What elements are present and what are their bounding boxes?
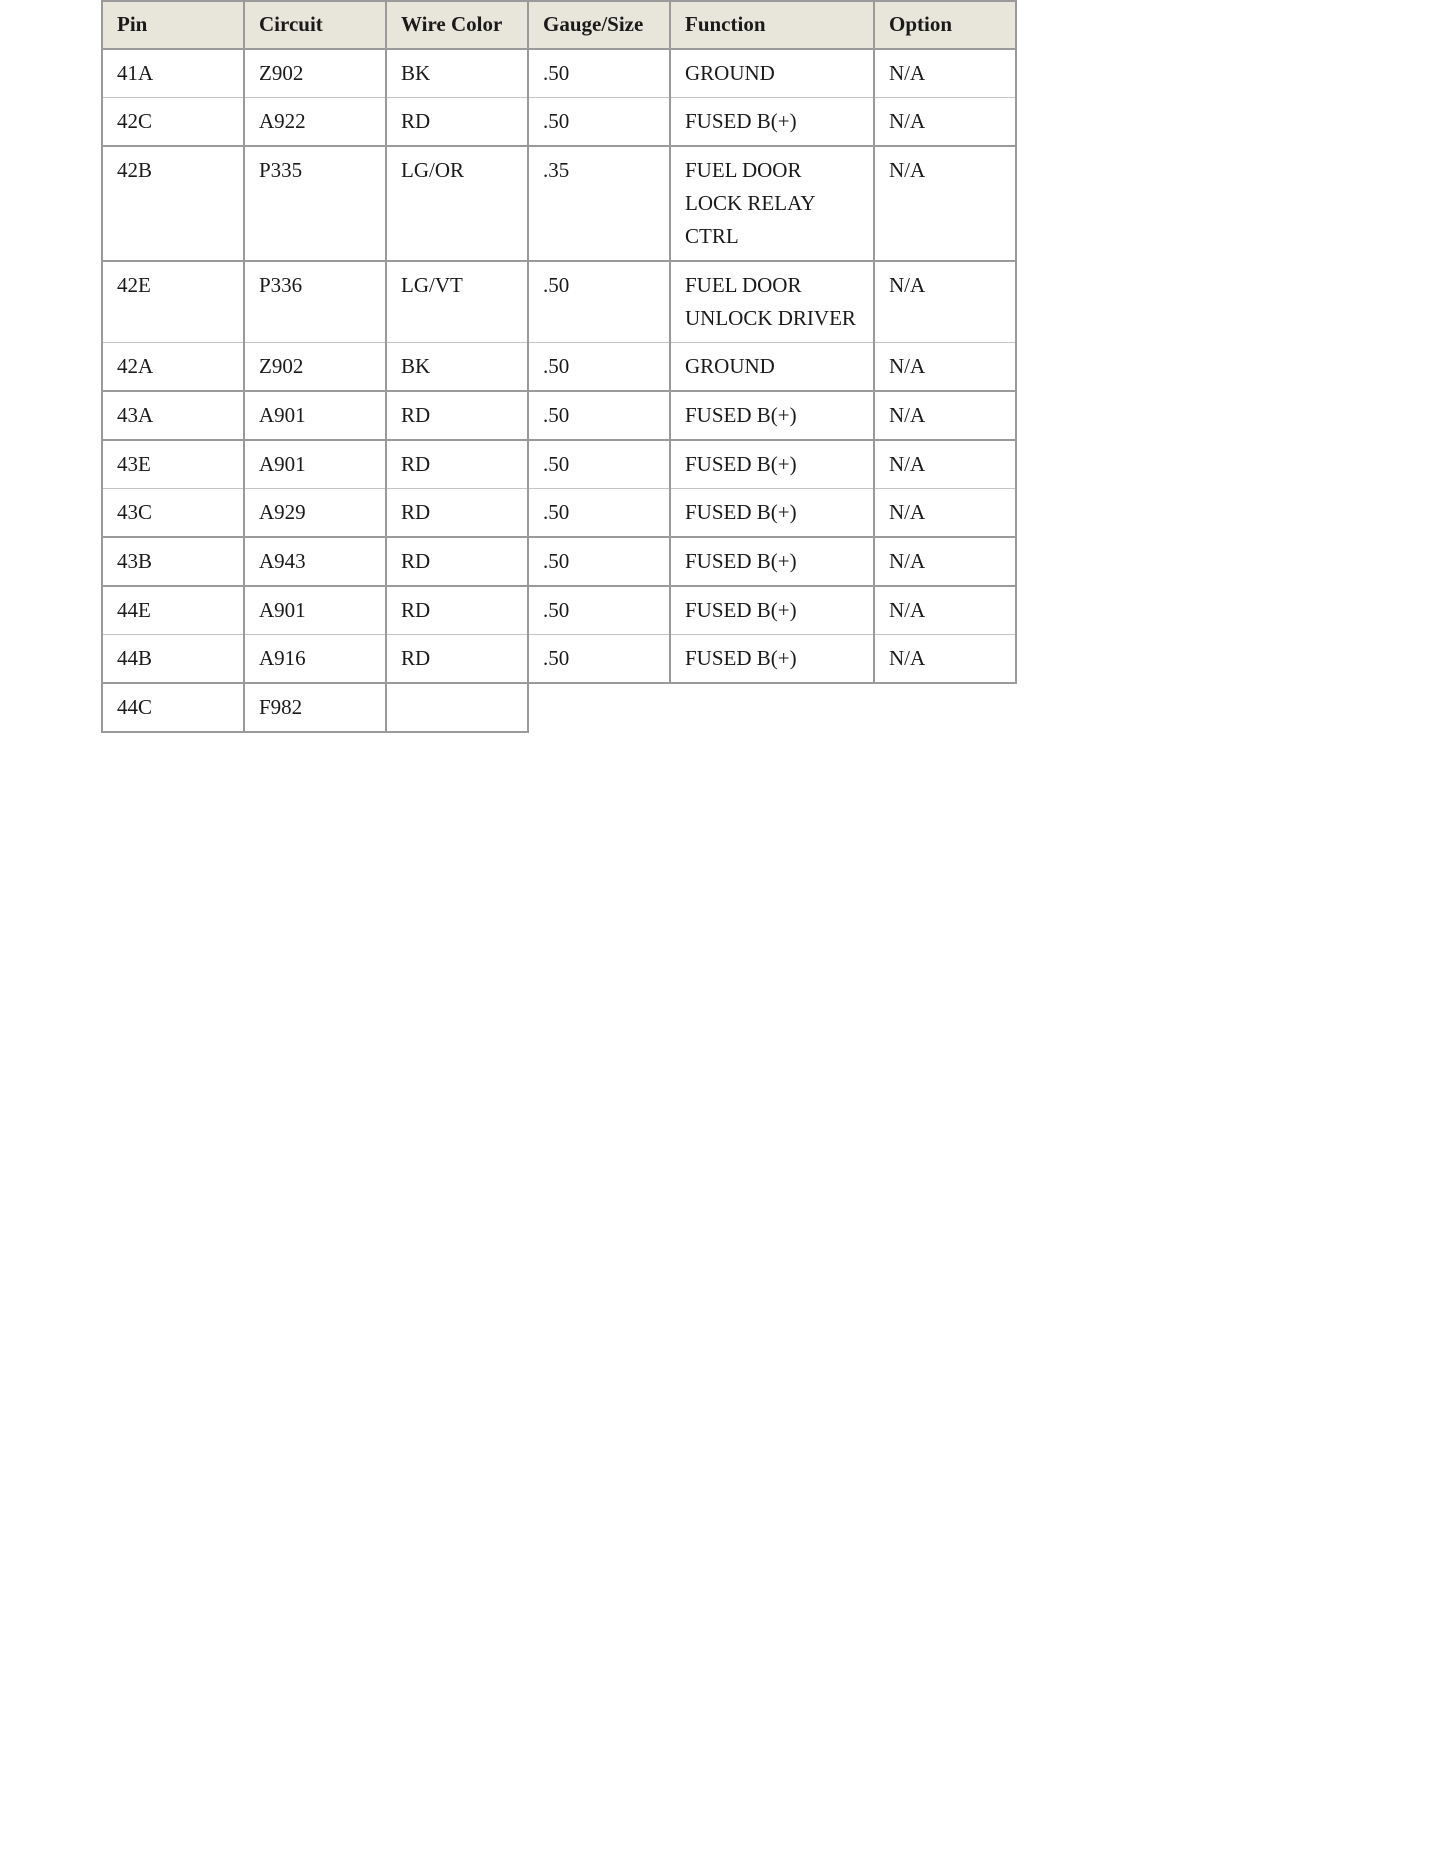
cell-circuit: Z902	[244, 49, 386, 98]
cell-function: FUSED B(+)	[670, 489, 874, 538]
table-row	[102, 586, 1016, 635]
header-function: Function	[670, 1, 874, 49]
cell-option	[874, 683, 1016, 732]
cell-pin: 43B	[102, 537, 244, 586]
cell-circuit: P335	[244, 146, 386, 261]
header-gauge-size: Gauge/Size	[528, 1, 670, 49]
table-row	[102, 343, 1016, 392]
cell-wire-color: RD	[386, 391, 528, 440]
cell-circuit: F982	[244, 683, 386, 732]
cell-circuit: A922	[244, 98, 386, 147]
cell-gauge: .50	[528, 537, 670, 586]
cell-pin: 43A	[102, 391, 244, 440]
cell-option: N/A	[874, 440, 1016, 489]
cell-pin: 42C	[102, 98, 244, 147]
cell-pin: 44E	[102, 586, 244, 635]
cell-option: N/A	[874, 49, 1016, 98]
cell-option: N/A	[874, 635, 1016, 684]
header-pin: Pin	[102, 1, 244, 49]
cell-wire-color: BK	[386, 343, 528, 392]
cell-gauge: .50	[528, 98, 670, 147]
cell-pin: 44C	[102, 683, 244, 732]
table-header-row	[102, 1, 1016, 49]
cell-wire-color: RD	[386, 537, 528, 586]
cell-wire-color: RD	[386, 635, 528, 684]
cell-circuit: A901	[244, 440, 386, 489]
cell-gauge: .50	[528, 261, 670, 343]
cell-wire-color: LG/VT	[386, 261, 528, 343]
table-row	[102, 261, 1016, 343]
cell-pin: 43C	[102, 489, 244, 538]
table-row	[102, 391, 1016, 440]
cell-wire-color: RD	[386, 440, 528, 489]
cell-gauge: .50	[528, 635, 670, 684]
cell-option: N/A	[874, 98, 1016, 147]
cell-option: N/A	[874, 261, 1016, 343]
cell-function: FUSED B(+)	[670, 586, 874, 635]
cell-gauge: .50	[528, 586, 670, 635]
cell-function: GROUND	[670, 49, 874, 98]
header-circuit: Circuit	[244, 1, 386, 49]
cell-function: FUEL DOOR UNLOCK DRIVER	[670, 261, 874, 343]
cell-option: N/A	[874, 586, 1016, 635]
cell-option: N/A	[874, 146, 1016, 261]
cell-function: GROUND	[670, 343, 874, 392]
cell-option: N/A	[874, 343, 1016, 392]
table-row	[102, 49, 1016, 98]
cell-function: FUSED B(+)	[670, 440, 874, 489]
table-row	[102, 98, 1016, 147]
cell-gauge: .50	[528, 489, 670, 538]
cell-gauge: .50	[528, 49, 670, 98]
cell-wire-color	[386, 683, 528, 732]
cell-circuit: A901	[244, 391, 386, 440]
cell-gauge: .35	[528, 146, 670, 261]
cell-pin: 44B	[102, 635, 244, 684]
cell-gauge	[528, 683, 670, 732]
table-row	[102, 440, 1016, 489]
table-row	[102, 537, 1016, 586]
cell-function: FUSED B(+)	[670, 391, 874, 440]
table-row	[102, 489, 1016, 538]
cell-function: FUSED B(+)	[670, 98, 874, 147]
cell-circuit: Z902	[244, 343, 386, 392]
header-wire-color: Wire Color	[386, 1, 528, 49]
cell-circuit: A901	[244, 586, 386, 635]
cell-function: FUEL DOOR LOCK RELAY CTRL	[670, 146, 874, 261]
cell-gauge: .50	[528, 343, 670, 392]
table-row	[102, 146, 1016, 261]
cell-wire-color: RD	[386, 489, 528, 538]
cell-wire-color: LG/OR	[386, 146, 528, 261]
cell-function	[670, 683, 874, 732]
cell-pin: 41A	[102, 49, 244, 98]
cell-option: N/A	[874, 537, 1016, 586]
cell-gauge: .50	[528, 391, 670, 440]
table-row	[102, 683, 1016, 732]
cell-circuit: A943	[244, 537, 386, 586]
pinout-table-container	[101, 0, 1017, 733]
cell-wire-color: RD	[386, 586, 528, 635]
cell-pin: 43E	[102, 440, 244, 489]
header-option: Option	[874, 1, 1016, 49]
pinout-table	[101, 0, 1017, 733]
cell-function: FUSED B(+)	[670, 537, 874, 586]
cell-option: N/A	[874, 489, 1016, 538]
cell-circuit: P336	[244, 261, 386, 343]
cell-pin: 42A	[102, 343, 244, 392]
cell-circuit: A929	[244, 489, 386, 538]
cell-circuit: A916	[244, 635, 386, 684]
table-row	[102, 635, 1016, 684]
cell-pin: 42B	[102, 146, 244, 261]
cell-wire-color: BK	[386, 49, 528, 98]
cell-gauge: .50	[528, 440, 670, 489]
cell-function: FUSED B(+)	[670, 635, 874, 684]
cell-wire-color: RD	[386, 98, 528, 147]
cell-pin: 42E	[102, 261, 244, 343]
cell-option: N/A	[874, 391, 1016, 440]
